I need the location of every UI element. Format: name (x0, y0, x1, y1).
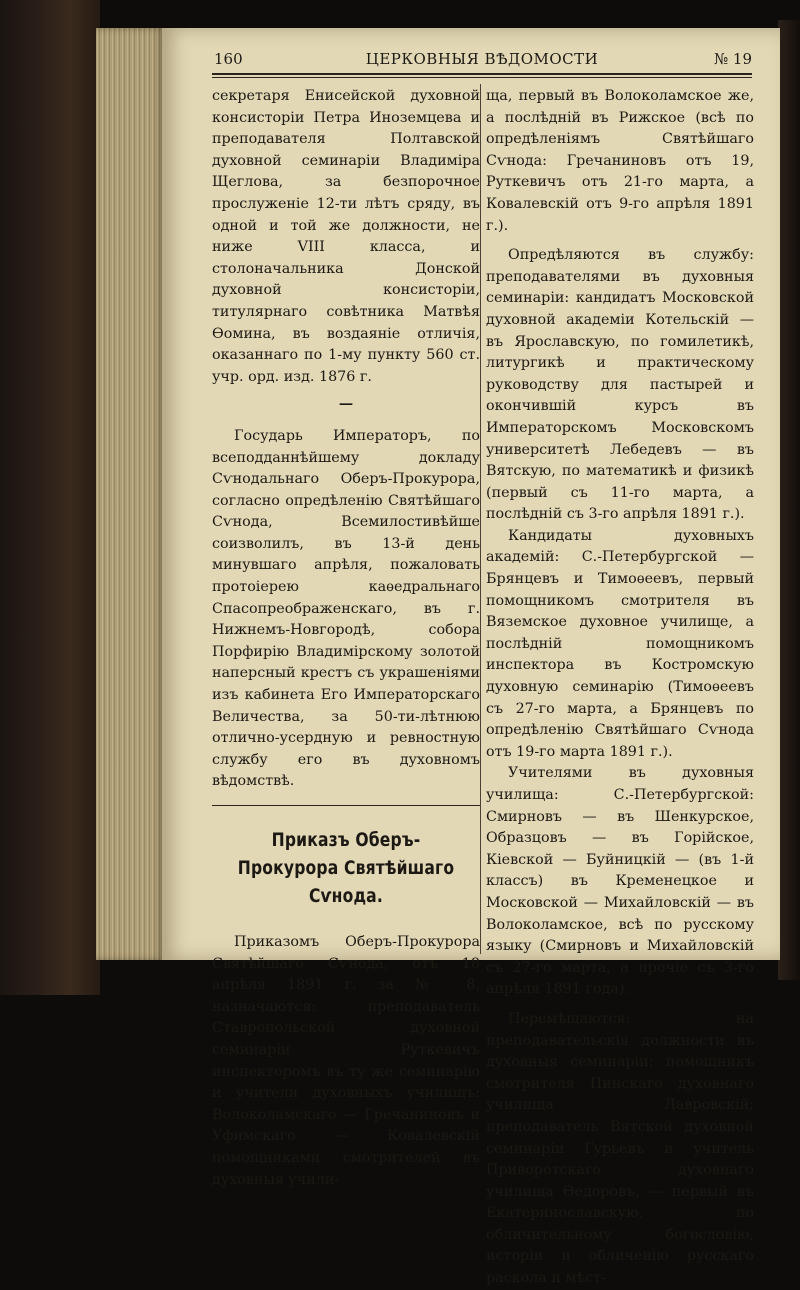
issue-number: № 19 (713, 50, 752, 68)
left-column (212, 86, 480, 1191)
appointments-paragraph: Опредѣляются въ службу: преподавателями въ духовныя семинаріи: кандидатъ Московской духовной академіи Котельскій — въ Ярославскую, по гомилетикѣ, литургикѣ и практическому руководству для пастырей и окончившій курсъ въ Императорскомъ Московскомъ университетѣ Лебедевъ — въ Вятскую, по математикѣ и физикѣ (первый съ 11-го марта, а послѣдній съ 3-го апрѣля 1891 г.). (486, 247, 754, 523)
award-paragraph: секретаря Енисейской духовной консисторіи Петра Иноземцева и преподавателя Полтавской духовной семинаріи Владиміра Щеглова, за безпорочное прослуженіе 12-ти лѣтъ сряду, въ одной и той же должности, не ниже VIII класса, и столоначальника Донской духовной консисторіи, титулярнаго совѣтника Матвѣя Ѳомина, въ воздаяніе отличія, оказаннаго по 1-му пункту 560 ст. учр. орд. изд. 1876 г. (212, 88, 480, 385)
continuation-paragraph: ща, первый въ Волоколамское же, а послѣдній въ Рижское (всѣ по опредѣленіямъ Святѣйшаго Сѵнода: Гречаниновъ отъ 19, Руткевичъ отъ 21-го марта, а Ковалевскій отъ 9-го апрѣля 1891 г.). (486, 88, 754, 234)
page-edges (96, 28, 166, 960)
teachers-paragraph: Учителями въ духовныя училища: С.-Петербургской: Смирновъ — въ Шенкурское, Образцовъ — въ Горійское, Кіевской — Буйницкій — (въ 1-й классъ) въ Кременецкое и Московской — Михайловскій — въ Волоколамское, всѣ по русскому языку (Смирновъ и Михайловскій съ 27-го марта, а прочіе съ 3-го апрѣля 1891 года). (486, 765, 754, 998)
book-page (162, 28, 780, 1287)
candidates-paragraph: Кандидаты духовныхъ академій: С.-Петербургской — Брянцевъ и Тимоѳеевъ, первый помощникомъ смотрителя въ Вяземское духовное училище, а послѣдній помощникомъ инспектора въ Костромскую духовную семинарію (Тимоѳеевъ съ 27-го марта, а Брянцевъ по опредѣленію Святѣйшаго Сѵнода отъ 19-го марта 1891 г.). (486, 527, 754, 760)
page-header (212, 50, 752, 74)
order-heading: Приказъ Оберъ-Прокурора Святѣйшаго Сѵнода. (237, 829, 455, 907)
emperor-decree-paragraph: Государь Императоръ, по всеподданнѣйшему докладу Сѵнодальнаго Оберъ-Прокурора, согласно опредѣленію Святѣйшаго Сѵнода, Всемилостивѣйше соизволилъ, въ 13-й день минувшаго апрѣля, пожаловать протоіерею каѳедральнаго Спасопреображенскаго, въ г. Нижнемъ-Новгородѣ, собора Порфирію Владимірскому золотой наперсный крестъ съ украшеніями изъ кабинета Его Императорскаго Величества, за 50-ти-лѣтнюю отлично-усердную и ревностную службу его въ духовномъ вѣдомствѣ. (212, 427, 480, 790)
right-column (486, 86, 754, 1290)
order-paragraph: Приказомъ Оберъ-Прокурора Святѣйшаго Сѵнода, отъ 18 апрѣля 1891 г. за № 8, назначаются: преподаватель Ставропольской духовной семинаріи Руткевичъ инспекторомъ въ ту же семинарію и учители духовныхъ училищъ: Волоколамскаго — Гречаниновъ и Уфимскаго — Ковалевскій помощниками смотрителей въ духовныя учили- (212, 934, 480, 1188)
header-rule-thin (212, 77, 752, 78)
header-rule (212, 73, 752, 75)
journal-title: ЦЕРКОВНЫЯ ВѢДОМОСТИ (365, 50, 599, 68)
page-number: 160 (214, 50, 243, 68)
book-cover-left (0, 0, 100, 995)
transfers-paragraph: Перемѣщаются: на преподавательскія должности въ духовныя семинаріи: помощникъ смотрителя Пинскаго духовнаго училища Лавровскій; преподаватель Вятской духовной семинаріи Гурьевъ и учитель Приворотскаго духовнаго училища Ѳедоровъ, — первый въ Екатеринославскую, по обличительному богословію, исторіи и обличенію русскаго раскола и мѣст- (486, 1010, 754, 1287)
section-rule (212, 805, 480, 806)
separator-dash: — (338, 396, 354, 413)
column-divider (480, 84, 481, 954)
book-cover-right (778, 20, 800, 980)
